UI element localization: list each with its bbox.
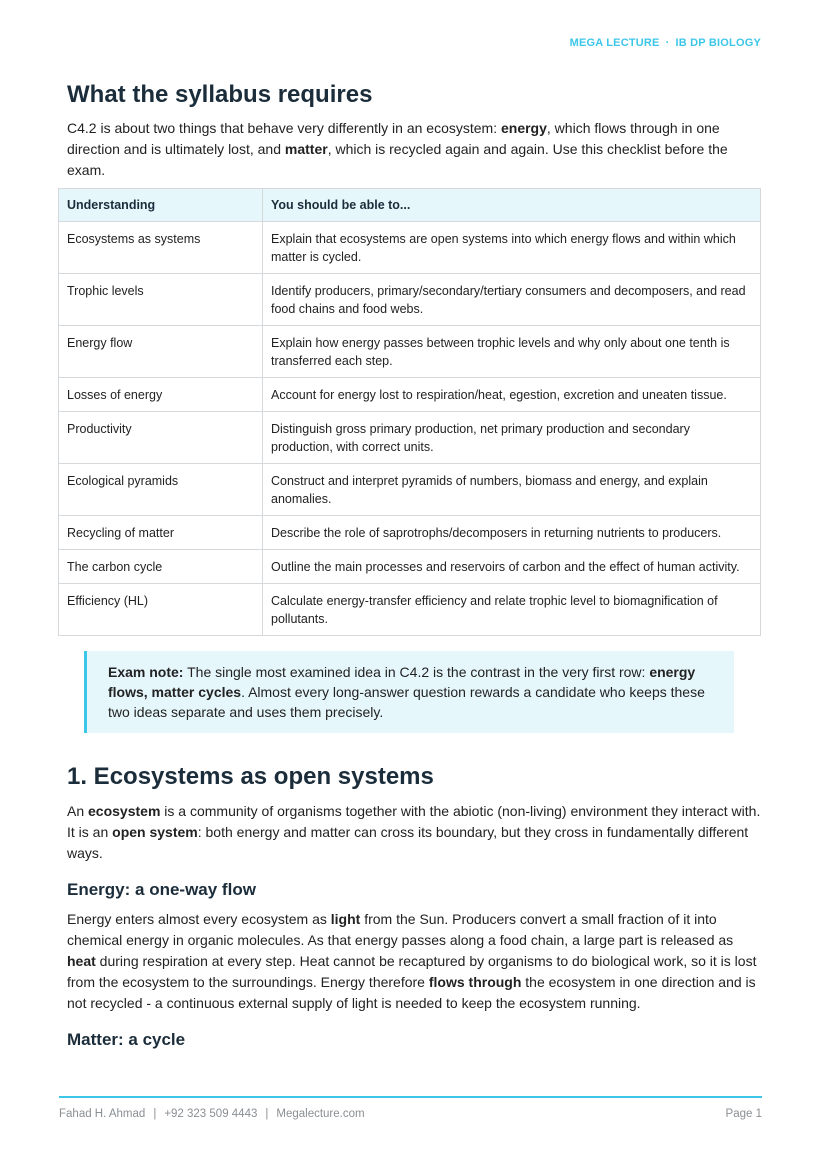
table-cell-requirement: Construct and interpret pyramids of numbers, biomass and energy, and explain anomalies.: [263, 464, 761, 516]
energy-text-2: from the Sun. Producers convert a small fraction of it into chemical energy in organic molecules. As that energy passes along a food chain, a large part is released as: [67, 911, 734, 948]
table-row: [59, 222, 761, 274]
table-row: [59, 516, 761, 550]
table-cell-understanding: Recycling of matter: [59, 516, 263, 550]
bold-open-system: open system: [112, 824, 198, 840]
table-cell-understanding: Ecological pyramids: [59, 464, 263, 516]
syllabus-title: What the syllabus requires: [67, 81, 373, 108]
intro-text-1: C4.2 is about two things that behave very differently in an ecosystem:: [67, 120, 501, 136]
intro-text-2: , which flows through in one direction and is ultimately lost, and: [67, 120, 720, 157]
section-1-text-1: An: [67, 803, 89, 819]
table-row: [59, 464, 761, 516]
table-cell-understanding: Energy flow: [59, 326, 263, 378]
matter-subheading: Matter: a cycle: [67, 1030, 186, 1049]
table-header-row: [59, 189, 761, 222]
page-content: [67, 80, 761, 1059]
energy-paragraph: [67, 909, 761, 1014]
bold-light: light: [330, 911, 361, 927]
table-cell-requirement: Outline the main processes and reservoirs of carbon and the effect of human activity.: [263, 550, 761, 584]
running-header: [570, 37, 761, 49]
table-cell-requirement: Explain that ecosystems are open systems into which energy flows and within which matter is cycled.: [263, 222, 761, 274]
table-row: [59, 412, 761, 464]
exam-note-label: Exam note:: [108, 664, 184, 680]
table-cell-understanding: Losses of energy: [59, 378, 263, 412]
section-1-title: 1. Ecosystems as open systems: [67, 763, 434, 790]
table-cell-understanding: The carbon cycle: [59, 550, 263, 584]
table-cell-requirement: Explain how energy passes between trophic levels and why only about one tenth is transferred each step.: [263, 326, 761, 378]
section-1-text-3: : both energy and matter can cross its boundary, but they cross in fundamentally different ways.: [67, 824, 749, 861]
page-number: Page 1: [725, 1108, 762, 1120]
table-cell-requirement: Identify producers, primary/secondary/tertiary consumers and decomposers, and read food chains and food webs.: [263, 274, 761, 326]
exam-note-callout: [84, 651, 734, 733]
table-row: [59, 550, 761, 584]
section-1-intro: [67, 801, 761, 864]
footer-author: Fahad H. Ahmad: [59, 1108, 146, 1120]
syllabus-checklist-table: [58, 188, 761, 636]
table-cell-requirement: Describe the role of saprotrophs/decomposers in returning nutrients to producers.: [263, 516, 761, 550]
energy-text-3: during respiration at every step. Heat cannot be recaptured by organisms to do biological work, so it is lost from the ecosystem to the surroundings. Energy therefore: [67, 953, 757, 990]
column-header-able-to: You should be able to...: [263, 189, 761, 222]
intro-bold-matter: matter: [284, 141, 328, 157]
footer-phone: +92 323 509 4443: [164, 1108, 258, 1120]
exam-note-bold: energy flows, matter cycles: [108, 664, 696, 700]
energy-text-4: the ecosystem in one direction and is not recycled - a continuous external supply of light is needed to keep the ecosystem running.: [67, 974, 756, 1011]
column-header-understanding: Understanding: [59, 189, 263, 222]
table-cell-understanding: Efficiency (HL): [59, 584, 263, 636]
table-cell-requirement: Calculate energy-transfer efficiency and relate trophic level to biomagnification of pollutants.: [263, 584, 761, 636]
exam-note-text-1: The single most examined idea in C4.2 is the contrast in the very first row:: [183, 664, 650, 680]
header-brand: MEGA LECTURE: [569, 37, 660, 49]
intro-text-3: , which is recycled again and again. Use this checklist before the exam.: [67, 141, 728, 178]
header-separator: ·: [665, 37, 670, 49]
intro-bold-energy: energy: [500, 120, 547, 136]
syllabus-intro: [67, 118, 761, 181]
table-cell-requirement: Account for energy lost to respiration/heat, egestion, excretion and uneaten tissue.: [263, 378, 761, 412]
section-1-text-2: is a community of organisms together with the abiotic (non-living) environment they interact with. It is an: [67, 803, 761, 840]
footer-divider: [59, 1096, 762, 1098]
table-cell-understanding: Productivity: [59, 412, 263, 464]
table-row: [59, 584, 761, 636]
table-row: [59, 274, 761, 326]
bold-heat: heat: [67, 953, 96, 969]
bold-flows-through: flows through: [428, 974, 522, 990]
table-cell-understanding: Trophic levels: [59, 274, 263, 326]
energy-subheading: Energy: a one-way flow: [67, 880, 256, 899]
table-cell-requirement: Distinguish gross primary production, net primary production and secondary production, with correct units.: [263, 412, 761, 464]
table-row: [59, 326, 761, 378]
footer-separator: |: [265, 1108, 269, 1120]
footer-website: Megalecture.com: [276, 1108, 365, 1120]
table-row: [59, 378, 761, 412]
bold-ecosystem: ecosystem: [88, 803, 161, 819]
exam-note-text-2: . Almost every long-answer question rewards a candidate who keeps these two ideas separate and uses them precisely.: [108, 684, 705, 720]
footer-contact: [59, 1108, 365, 1120]
footer-separator: |: [153, 1108, 157, 1120]
table-cell-understanding: Ecosystems as systems: [59, 222, 263, 274]
energy-text-1: Energy enters almost every ecosystem as: [67, 911, 331, 927]
page-footer: [59, 1108, 762, 1120]
header-subject: IB DP BIOLOGY: [675, 37, 761, 49]
